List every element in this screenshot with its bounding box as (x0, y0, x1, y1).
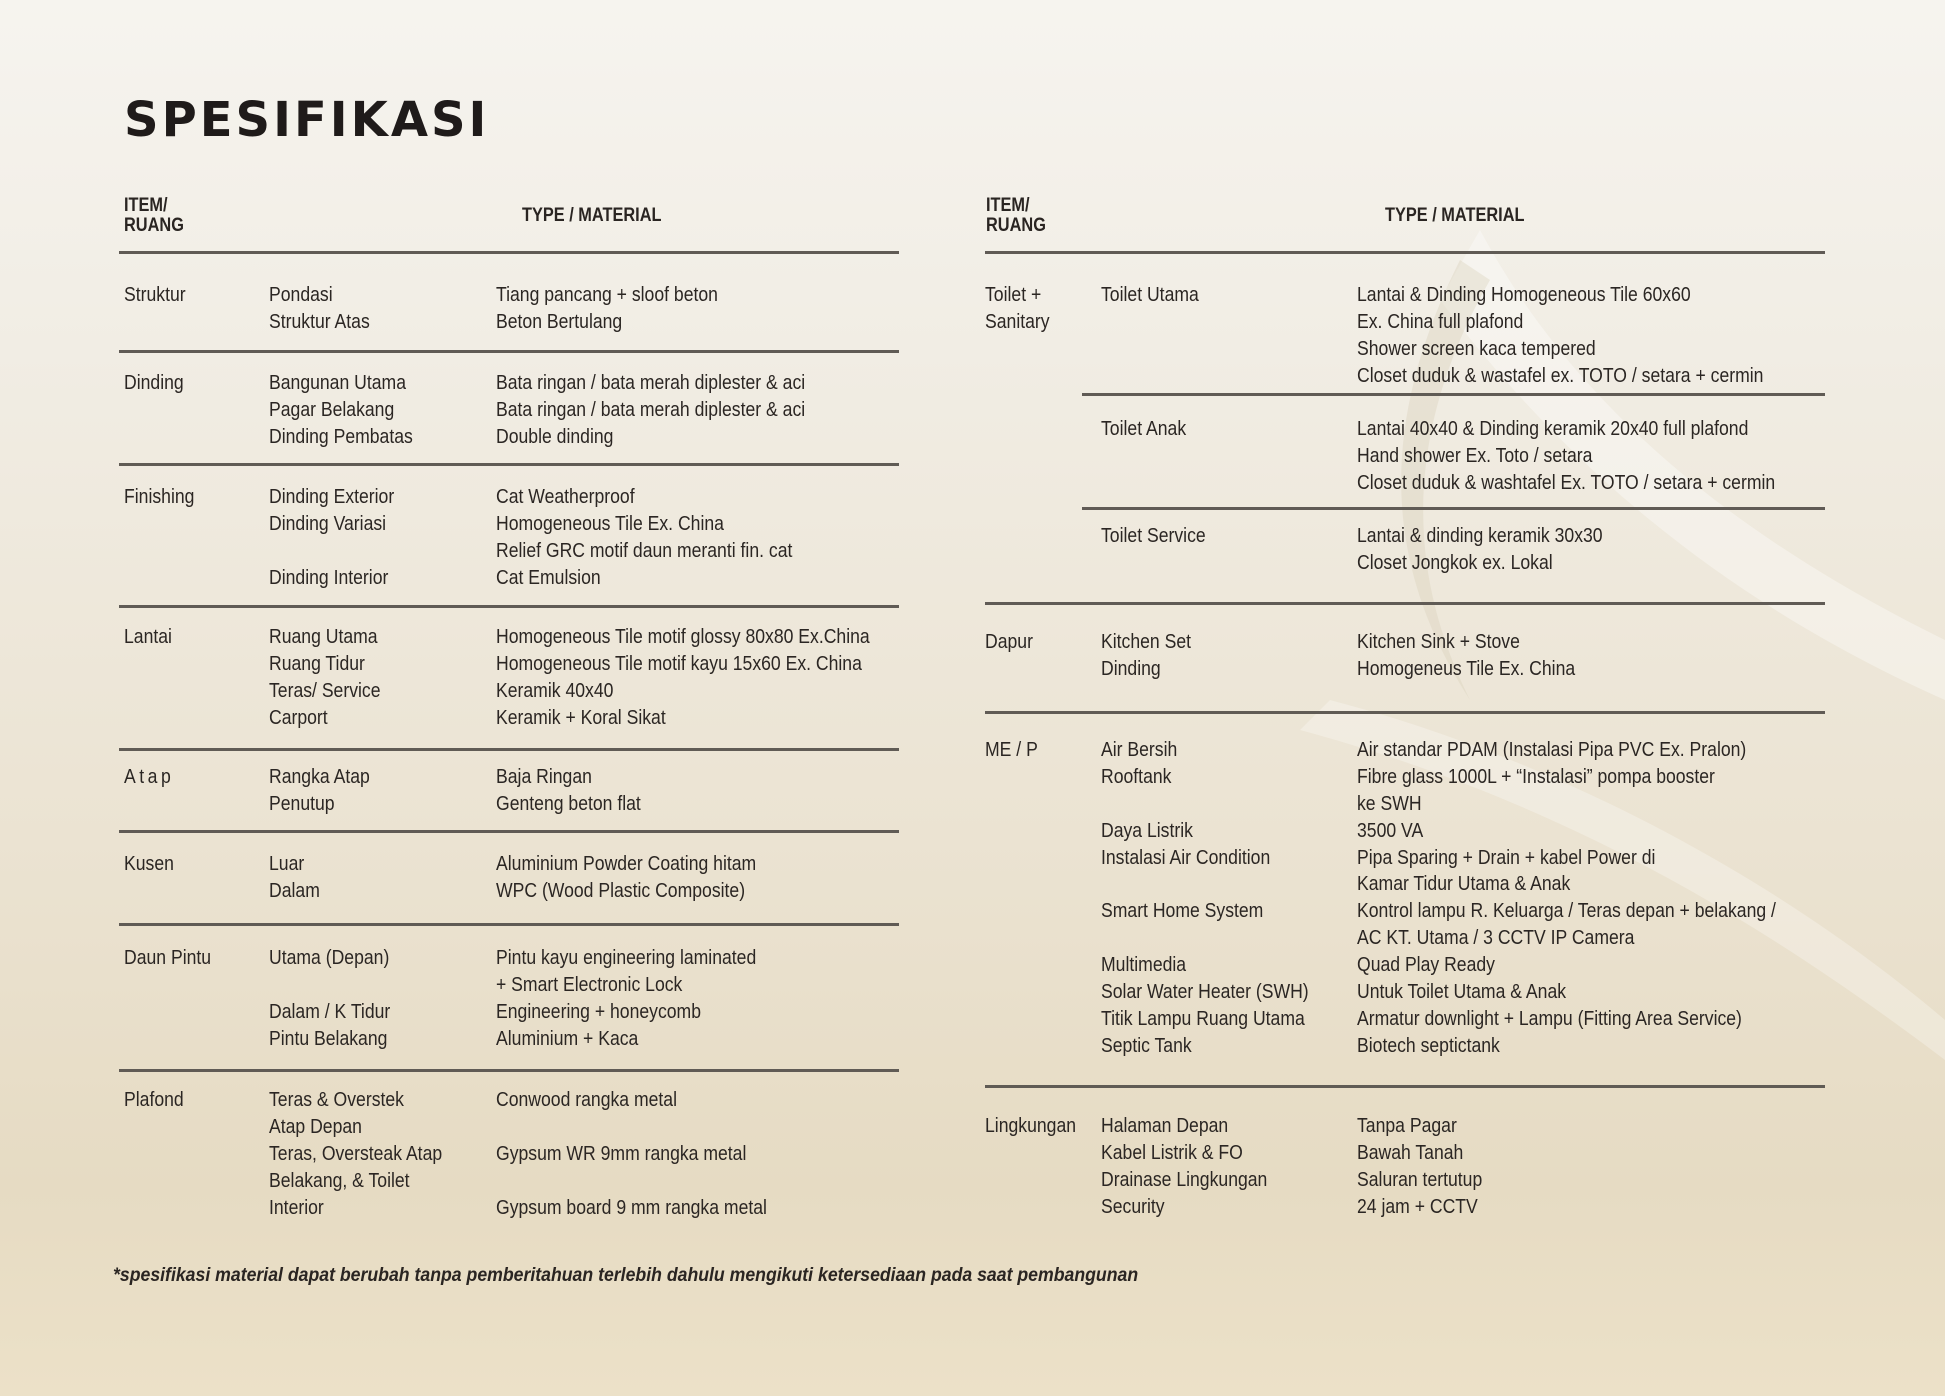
room-name: Dinding Interior (269, 566, 389, 589)
material-text: Bata ringan / bata merah diplester & aci (496, 398, 806, 421)
room-name: Teras, Oversteak Atap (269, 1142, 443, 1165)
left-header-type-material: TYPE / MATERIAL (522, 205, 662, 226)
section-divider (1082, 393, 1825, 396)
section-divider (985, 711, 1825, 714)
material-text: Homogeneus Tile Ex. China (1357, 657, 1576, 680)
section-divider (119, 748, 899, 751)
material-text: Baja Ringan (496, 766, 592, 788)
room-name: Kabel Listrik & FO (1101, 1141, 1243, 1164)
footnote: *spesifikasi material dapat berubah tanpa pemberitahuan terlebih dahulu mengikuti ketersediaan pada saat pembangunan (113, 1265, 1139, 1286)
header-item-line1: ITEM/ (124, 195, 168, 216)
room-name: Luar (269, 853, 305, 875)
material-text: Keramik 40x40 (496, 679, 614, 702)
room-name: Utama (Depan) (269, 947, 390, 969)
room-column (269, 484, 394, 592)
section-divider (119, 605, 899, 608)
room-name: Kitchen Set (1101, 631, 1192, 653)
section-item-label (124, 764, 174, 791)
material-text: Fibre glass 1000L + “Instalasi” pompa booster (1357, 765, 1715, 788)
room-name: Multimedia (1101, 954, 1187, 977)
material-column (1357, 282, 1763, 390)
item-name: Dapur (985, 631, 1033, 653)
room-name (1101, 871, 1309, 898)
material-text: Lantai 40x40 & Dinding keramik 20x40 full plafond (1357, 418, 1749, 440)
material-text: Pintu kayu engineering laminated (496, 947, 757, 969)
material-text: Tiang pancang + sloof beton (496, 284, 718, 306)
room-name: Toilet Service (1101, 525, 1206, 547)
item-name: Daun Pintu (124, 947, 212, 969)
room-name (1101, 925, 1309, 952)
section-item-label (124, 624, 172, 651)
room-column (269, 1087, 442, 1221)
material-text: Untuk Toilet Utama & Anak (1357, 981, 1567, 1004)
material-column (496, 764, 641, 818)
material-column (1357, 737, 1776, 1060)
room-column (269, 624, 381, 732)
room-name: Atap Depan (269, 1115, 362, 1138)
material-text: Shower screen kaca tempered (1357, 337, 1596, 360)
material-column (496, 370, 805, 451)
item-name: Lantai (124, 626, 172, 648)
section-divider (119, 830, 899, 833)
item-name: Sanitary (985, 310, 1050, 333)
right-header-type-material: TYPE / MATERIAL (1385, 205, 1525, 226)
room-column (1101, 737, 1309, 1060)
material-text: Closet duduk & washtafel Ex. TOTO / setara + cermin (1357, 471, 1776, 494)
room-column (1101, 282, 1199, 309)
section-item-label (985, 629, 1033, 656)
material-text: Bata ringan / bata merah diplester & aci (496, 372, 806, 394)
material-text: + Smart Electronic Lock (496, 973, 683, 996)
material-column (496, 1087, 767, 1221)
section-divider (119, 1069, 899, 1072)
material-text: Kontrol lampu R. Keluarga / Teras depan + belakang / (1357, 900, 1776, 923)
room-name: Struktur Atas (269, 310, 370, 333)
material-text: Aluminium + Kaca (496, 1027, 639, 1050)
room-column (269, 282, 370, 336)
item-name: Plafond (124, 1089, 184, 1111)
item-name: ME / P (985, 739, 1038, 761)
material-column (1357, 1113, 1482, 1221)
item-name: Finishing (124, 486, 195, 508)
material-text: Kamar Tidur Utama & Anak (1357, 873, 1571, 896)
room-name: Daya Listrik (1101, 819, 1193, 842)
room-name: Toilet Utama (1101, 284, 1199, 306)
room-name: Pagar Belakang (269, 398, 395, 421)
item-name: Lingkungan (985, 1115, 1077, 1137)
material-text: Homogeneous Tile motif kayu 15x60 Ex. China (496, 652, 862, 675)
material-column (1357, 629, 1575, 683)
room-name: Teras & Overstek (269, 1089, 404, 1111)
room-column (1101, 629, 1191, 683)
material-text: ke SWH (1357, 792, 1422, 815)
room-name: Drainase Lingkungan (1101, 1168, 1268, 1191)
room-name: Security (1101, 1195, 1165, 1218)
material-text: Ex. China full plafond (1357, 310, 1524, 333)
material-text: Armatur downlight + Lampu (Fitting Area Service) (1357, 1007, 1742, 1030)
room-name: Teras/ Service (269, 679, 381, 702)
material-text: Genteng beton flat (496, 792, 641, 815)
material-text (496, 1114, 767, 1141)
material-text: Keramik + Koral Sikat (496, 706, 666, 729)
material-text: Tanpa Pagar (1357, 1115, 1457, 1137)
left-header-item-ruang (124, 196, 184, 236)
material-text: Cat Weatherproof (496, 486, 635, 508)
material-text: Gypsum WR 9mm rangka metal (496, 1142, 747, 1165)
section-item-label (124, 370, 184, 397)
item-name: Struktur (124, 284, 186, 306)
header-item-line2: RUANG (986, 215, 1046, 236)
material-column (1357, 523, 1603, 577)
material-text: Conwood rangka metal (496, 1089, 678, 1111)
room-name: Dalam (269, 879, 320, 902)
room-name: Titik Lampu Ruang Utama (1101, 1007, 1305, 1030)
material-text: 24 jam + CCTV (1357, 1195, 1478, 1218)
material-column (496, 282, 718, 336)
right-header-rule (985, 251, 1825, 254)
material-text: Closet duduk & wastafel ex. TOTO / setara + cermin (1357, 364, 1764, 387)
room-column (269, 851, 320, 905)
material-text: Homogeneous Tile Ex. China (496, 512, 724, 535)
material-text: Relief GRC motif daun meranti fin. cat (496, 539, 793, 562)
section-divider (985, 602, 1825, 605)
room-name: Carport (269, 706, 328, 729)
section-divider (119, 923, 899, 926)
section-divider (1082, 507, 1825, 510)
room-name: Pintu Belakang (269, 1027, 388, 1050)
material-column (496, 624, 870, 732)
room-name: Dinding Pembatas (269, 425, 413, 448)
material-text: AC KT. Utama / 3 CCTV IP Camera (1357, 927, 1635, 950)
room-name: Pondasi (269, 284, 333, 306)
room-name (269, 538, 394, 565)
material-text: Cat Emulsion (496, 566, 601, 589)
material-column (1357, 416, 1775, 497)
room-column (269, 945, 390, 1053)
item-name: Atap (124, 766, 175, 788)
room-name: Bangunan Utama (269, 372, 406, 394)
room-name (1101, 791, 1309, 818)
material-column (496, 945, 756, 1053)
room-name: Rangka Atap (269, 766, 370, 788)
right-header-item-ruang (986, 196, 1046, 236)
material-text: Biotech septictank (1357, 1034, 1500, 1057)
room-name: Halaman Depan (1101, 1115, 1229, 1137)
page-title: SPESIFIKASI (124, 92, 490, 148)
material-column (496, 851, 756, 905)
item-name: Kusen (124, 853, 174, 875)
room-column (269, 370, 413, 451)
section-item-label (124, 1087, 184, 1114)
section-divider (119, 350, 899, 353)
section-divider (985, 1085, 1825, 1088)
material-text: Double dinding (496, 425, 614, 448)
material-text: Engineering + honeycomb (496, 1000, 701, 1023)
item-name: Dinding (124, 372, 184, 394)
material-column (496, 484, 792, 592)
material-text: Lantai & dinding keramik 30x30 (1357, 525, 1603, 547)
material-text: Aluminium Powder Coating hitam (496, 853, 757, 875)
material-text: Pipa Sparing + Drain + kabel Power di (1357, 846, 1656, 869)
room-name: Solar Water Heater (SWH) (1101, 981, 1309, 1004)
room-name: Septic Tank (1101, 1034, 1192, 1057)
room-column (1101, 523, 1206, 550)
material-text: Hand shower Ex. Toto / setara (1357, 444, 1593, 467)
material-text: Saluran tertutup (1357, 1168, 1483, 1191)
material-text: Beton Bertulang (496, 310, 623, 333)
material-text: WPC (Wood Plastic Composite) (496, 879, 746, 902)
room-column (1101, 1113, 1267, 1221)
section-item-label (124, 484, 194, 511)
material-text (496, 1168, 767, 1195)
material-text: Bawah Tanah (1357, 1141, 1464, 1164)
section-divider (119, 463, 899, 466)
room-name: Dinding (1101, 657, 1161, 680)
room-name: Ruang Utama (269, 626, 378, 648)
room-name (269, 972, 390, 999)
room-name: Interior (269, 1196, 324, 1219)
material-text: Closet Jongkok ex. Lokal (1357, 551, 1553, 574)
section-item-label (124, 851, 174, 878)
room-name: Instalasi Air Condition (1101, 846, 1271, 869)
material-text: 3500 VA (1357, 819, 1424, 842)
room-name: Dinding Exterior (269, 486, 395, 508)
room-name: Smart Home System (1101, 900, 1264, 923)
room-name: Ruang Tidur (269, 652, 365, 675)
item-name: Toilet + (985, 284, 1042, 306)
room-name: Belakang, & Toilet (269, 1169, 410, 1192)
room-name: Dalam / K Tidur (269, 1000, 391, 1023)
room-name: Dinding Variasi (269, 512, 387, 535)
section-item-label (985, 282, 1050, 336)
material-text: Homogeneous Tile motif glossy 80x80 Ex.China (496, 626, 870, 648)
material-text: Quad Play Ready (1357, 954, 1495, 977)
section-item-label (124, 945, 211, 972)
header-item-line1: ITEM/ (986, 195, 1030, 216)
material-text: Lantai & Dinding Homogeneous Tile 60x60 (1357, 284, 1691, 306)
section-item-label (124, 282, 186, 309)
room-name: Penutup (269, 792, 335, 815)
room-column (1101, 416, 1186, 443)
material-text: Kitchen Sink + Stove (1357, 631, 1520, 653)
room-name: Air Bersih (1101, 739, 1178, 761)
header-item-line2: RUANG (124, 215, 184, 236)
room-column (269, 764, 370, 818)
material-text: Air standar PDAM (Instalasi Pipa PVC Ex. Pralon) (1357, 739, 1747, 761)
room-name: Rooftank (1101, 765, 1172, 788)
section-item-label (985, 737, 1038, 764)
left-header-rule (119, 251, 899, 254)
section-item-label (985, 1113, 1076, 1140)
material-text: Gypsum board 9 mm rangka metal (496, 1196, 767, 1219)
room-name: Toilet Anak (1101, 418, 1187, 440)
